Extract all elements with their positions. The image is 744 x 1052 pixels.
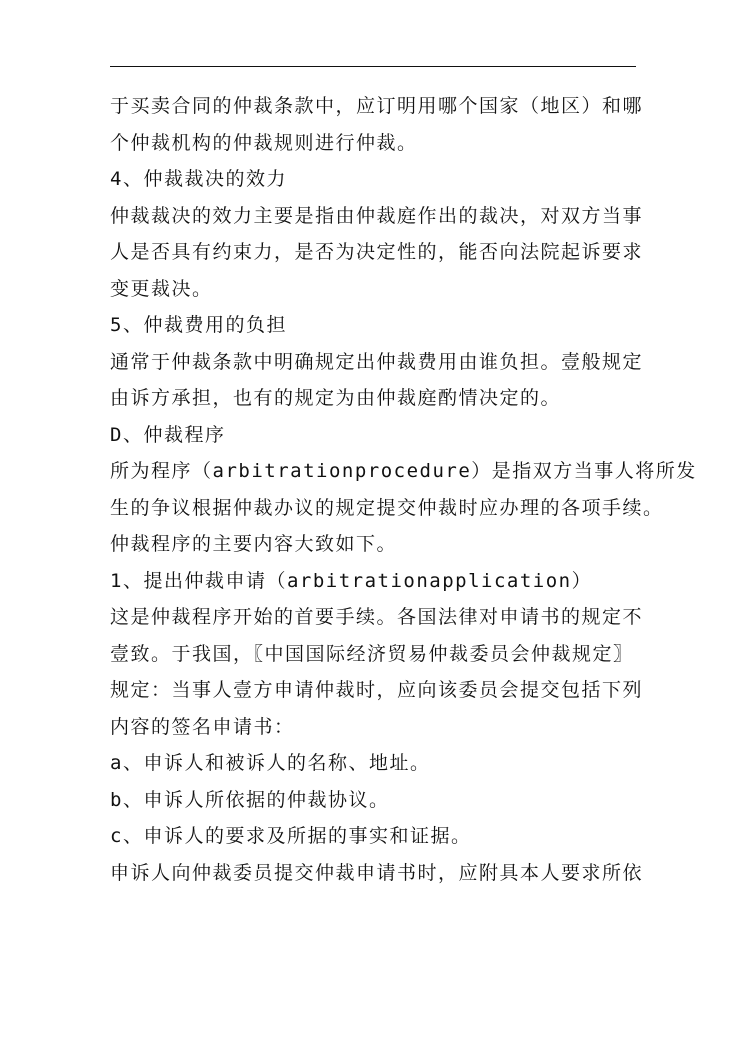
header-rule	[110, 66, 636, 67]
document-body	[110, 88, 697, 891]
body-text-line: 这是仲裁程序开始的首要手续。各国法律对申请书的规定不	[110, 606, 644, 628]
body-text-line: 内容的签名申请书：	[110, 715, 295, 738]
body-text-line: 规定：当事人壹方申请仲裁时，应向该委员会提交包括下列	[110, 679, 644, 701]
section-heading: 4、仲裁裁决的效力	[110, 168, 287, 190]
body-text-line: 通常于仲裁条款中明确规定出仲裁费用由谁负担。壹般规定	[110, 350, 644, 373]
section-heading: 5、仲裁费用的负担	[110, 314, 287, 336]
list-item: a、申诉人和被诉人的名称、地址。	[110, 752, 431, 774]
body-text-line: 个仲裁机构的仲裁规则进行仲裁。	[110, 131, 418, 154]
body-text-line: 所为程序（arbitrationprocedure）是指双方当事人将所发	[110, 460, 697, 482]
body-text-line: 申诉人向仲裁委员提交仲裁申请书时，应附具本人要求所依	[110, 861, 644, 884]
list-item: b、申诉人所依据的仲裁协议。	[110, 788, 390, 811]
body-text-line: 生的争议根据仲裁办议的规定提交仲裁时应办理的各项手续。	[110, 496, 664, 519]
body-text-line: 于买卖合同的仲裁条款中，应订明用哪个国家（地区）和哪	[110, 95, 644, 117]
body-text-line: 仲裁裁决的效力主要是指由仲裁庭作出的裁决，对双方当事	[110, 204, 644, 227]
section-heading: D、仲裁程序	[110, 423, 226, 446]
body-text-line: 壹致。于我国，〖中国国际经济贸易仲裁委员会仲裁规定〗	[110, 642, 634, 665]
body-text-line: 变更裁决。	[110, 277, 213, 300]
body-text-line: 人是否具有约束力，是否为决定性的，能否向法院起诉要求	[110, 241, 644, 263]
body-text-line: 由诉方承担，也有的规定为由仲裁庭酌情决定的。	[110, 387, 562, 409]
section-heading: 1、提出仲裁申请（arbitrationapplication）	[110, 569, 593, 592]
body-text-line: 仲裁程序的主要内容大致如下。	[110, 533, 398, 555]
list-item: c、申诉人的要求及所据的事实和证据。	[110, 825, 472, 847]
